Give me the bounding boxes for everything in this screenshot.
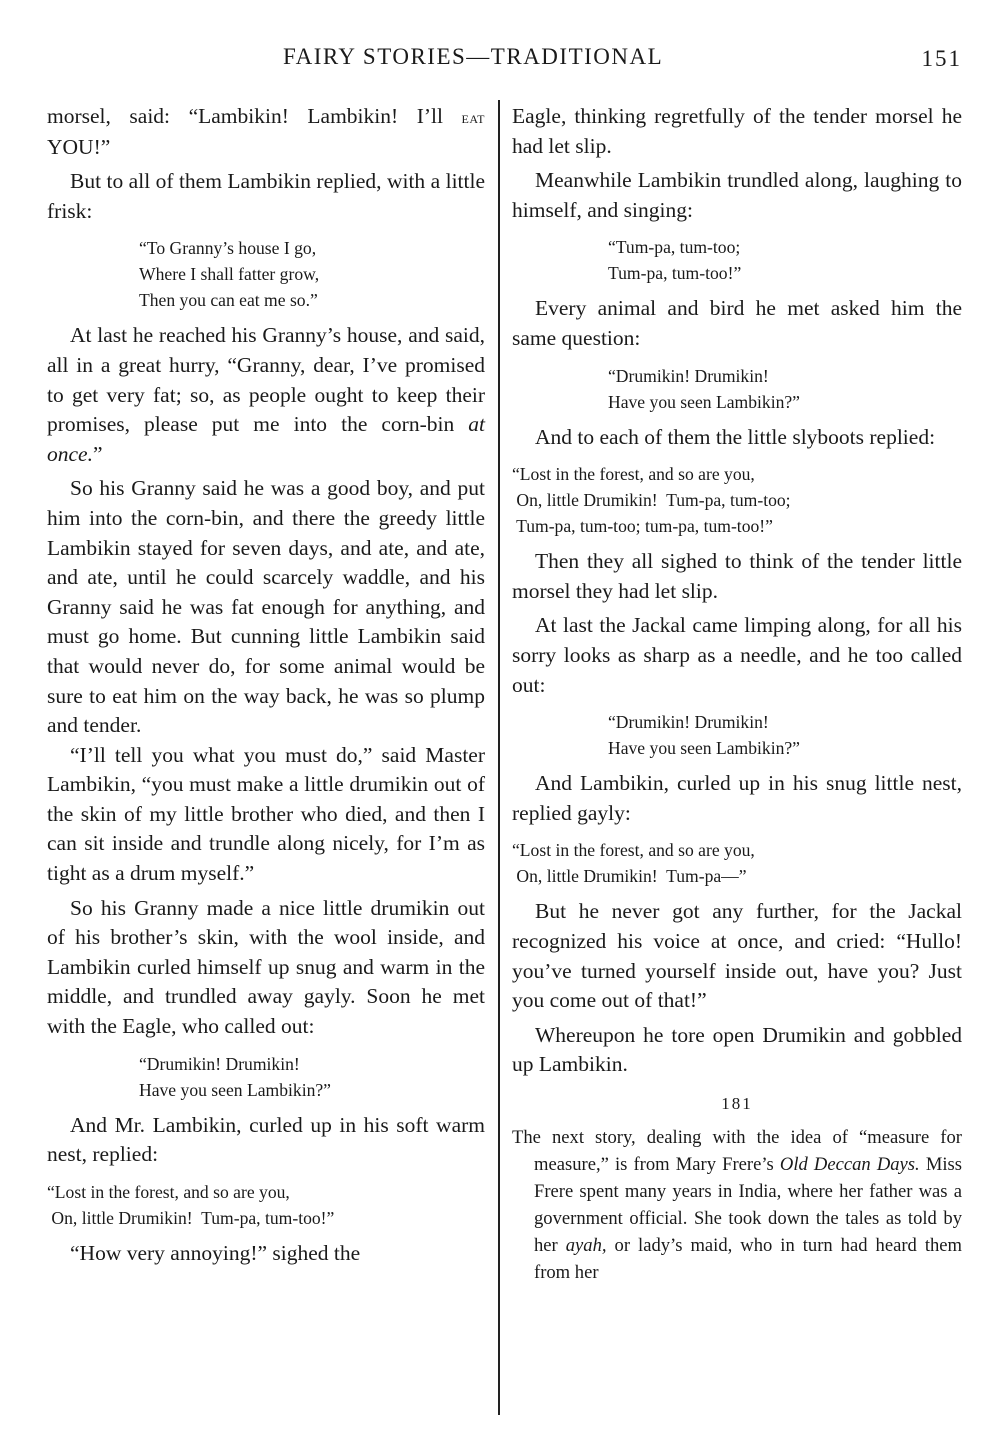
paragraph: Then they all sighed to think of the tender little morsel they had let slip. [512, 549, 962, 603]
text: YOU!” [47, 134, 111, 159]
text: morsel, said: “Lambikin! Lambikin! I’ll [47, 104, 443, 128]
verse: “Drumikin! Drumikin! Have you seen Lambikin?” [608, 365, 800, 412]
paragraph: Eagle, thinking regretfully of the tender morsel he had let slip. [512, 104, 962, 158]
paragraph: Meanwhile Lambikin trundled along, laughing to himself, and singing: [512, 168, 962, 222]
paragraph: So his Granny said he was a good boy, and put him into the corn-bin, and there the greedy little Lambikin stayed for seven days, and ate, and ate, and ate, until he could scarcely waddle, and his Granny said he was fat enough for anything, and must go home. But cunning little Lambikin said that would never do, for some animal would be sure to eat him on the way back, he was so plump and tender. [47, 476, 485, 738]
text: The next story, dealing with the idea of “measure for measure,” is from Mary Frere’s [512, 1126, 962, 1175]
text: or lady’s maid, who in turn had heard them from her [534, 1234, 962, 1283]
page-number: 151 [921, 46, 962, 71]
paragraph [47, 102, 485, 162]
verse: “Lost in the forest, and so are you, On, little Drumikin! Tum-pa—” [512, 840, 755, 887]
italic-text: at once. [47, 412, 486, 466]
italic-text: Old Deccan Days. [779, 1153, 920, 1175]
verse: “Tum-pa, tum-too; Tum-pa, tum-too!” [608, 237, 742, 284]
running-title: FAIRY STORIES—TRADITIONAL [283, 44, 664, 69]
paragraph: Whereupon he tore open Drumikin and gobbled up Lambikin. [512, 1022, 962, 1077]
editorial-note [512, 1124, 962, 1286]
verse: “Drumikin! Drumikin! Have you seen Lambikin?” [139, 1053, 331, 1100]
italic-text: ayah, [565, 1234, 607, 1256]
verse: “To Granny’s house I go, Where I shall fatter grow, Then you can eat me so.” [139, 238, 320, 311]
page-header [0, 44, 1000, 80]
verse: “Lost in the forest, and so are you, On, little Drumikin! Tum-pa, tum-too; Tum-pa, tum-too; tum-pa, tum-too!” [512, 464, 791, 537]
verse: “Drumikin! Drumikin! Have you seen Lambikin?” [608, 712, 800, 759]
paragraph: And Lambikin, curled up in his snug little nest, replied gayly: [512, 771, 962, 825]
paragraph: And to each of them the little slyboots replied: [535, 424, 936, 449]
right-column [512, 102, 962, 1286]
verse: “Lost in the forest, and so are you, On, little Drumikin! Tum-pa, tum-too!” [47, 1181, 335, 1228]
paragraph: But to all of them Lambikin replied, with a little frisk: [47, 169, 485, 223]
column-divider [498, 100, 500, 1415]
text: Miss Frere spent many years in India, where her father was a government official. She took down the tales as told by her [534, 1153, 962, 1256]
paragraph [47, 321, 485, 469]
paragraph: Every animal and bird he met asked him the same question: [512, 296, 962, 350]
section-number: 181 [721, 1093, 753, 1113]
text: ” [92, 441, 103, 466]
paragraph: “I’ll tell you what you must do,” said Master Lambikin, “you must make a little drumikin out of the skin of my little brother who died, and then I can sit inside and trundle along nicely, for I’m as tight as a drum myself.” [47, 742, 485, 886]
left-column [47, 102, 485, 1268]
paragraph: But he never got any further, for the Jackal recognized his voice at once, and cried: “Hullo! you’ve turned yourself inside out, have you? Just you come out of that!” [512, 899, 962, 1013]
paragraph: So his Granny made a nice little drumikin out of his brother’s skin, with the wool inside, and Lambikin curled himself up snug and warm in the middle, and trundled away gayly. Soon he met with the Eagle, who called out: [47, 895, 485, 1039]
text: At last he reached his Granny’s house, and said, all in a great hurry, “Granny, dear, I’ve promised to get very fat; so, as people ought to keep their promises, please put me into the corn-bin [47, 323, 485, 437]
paragraph: At last the Jackal came limping along, for all his sorry looks as sharp as a needle, and he too called out: [512, 613, 962, 697]
paragraph: And Mr. Lambikin, curled up in his soft warm nest, replied: [47, 1112, 485, 1167]
paragraph: “How very annoying!” sighed the [70, 1240, 361, 1265]
small-caps-text: eat [461, 108, 486, 127]
